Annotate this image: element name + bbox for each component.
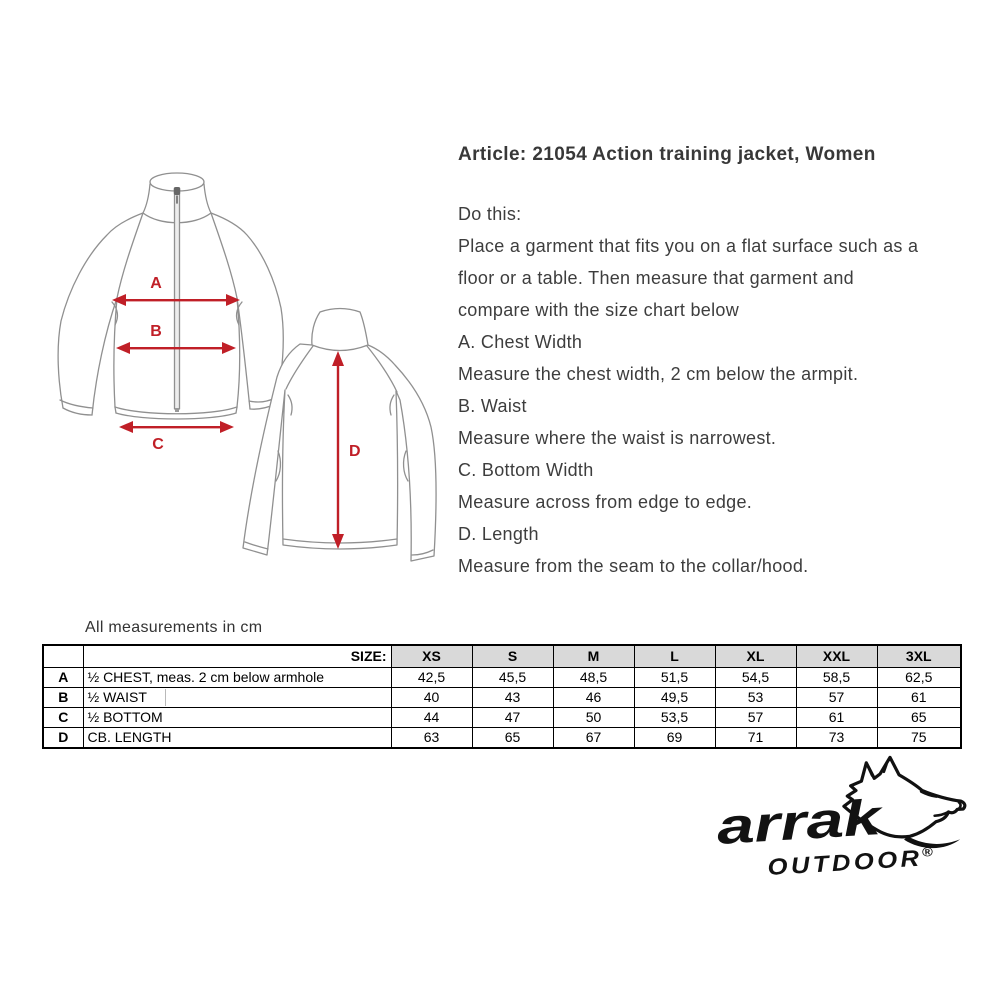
measurement-value: 53,5 (634, 708, 715, 728)
measurement-value: 57 (796, 688, 877, 708)
measure-item-description: Measure from the seam to the collar/hood. (458, 556, 809, 576)
cell-divider (165, 689, 166, 706)
row-letter: C (43, 708, 83, 728)
measurement-value: 40 (391, 688, 472, 708)
row-label: CB. LENGTH (83, 728, 391, 749)
measurement-value: 51,5 (634, 668, 715, 688)
table-row (43, 668, 961, 688)
measurement-value: 49,5 (634, 688, 715, 708)
measurement-value: 67 (553, 728, 634, 749)
measurement-value: 48,5 (553, 668, 634, 688)
sub-brand-wordmark: OUTDOOR® (766, 843, 934, 881)
zipper-slider (174, 187, 180, 195)
instruction-line: Place a garment that fits you on a flat surface such as a (458, 236, 919, 256)
size-column-header: XS (391, 645, 472, 668)
instructions-panel (458, 140, 968, 582)
instructions-intro-label: Do this: (458, 204, 522, 224)
measurement-value: 63 (391, 728, 472, 749)
size-column-header: L (634, 645, 715, 668)
measure-item-label: D. Length (458, 524, 539, 544)
measure-item-label: B. Waist (458, 396, 527, 416)
table-row (43, 708, 961, 728)
measure-item-description: Measure where the waist is narrowest. (458, 428, 777, 448)
instruction-line: compare with the size chart below (458, 300, 740, 320)
measurement-value: 58,5 (796, 668, 877, 688)
measure-item-description: Measure across from edge to edge. (458, 492, 753, 512)
row-label: ½ WAIST (83, 688, 391, 708)
corner-cell (43, 645, 83, 668)
measurement-value: 44 (391, 708, 472, 728)
measure-item-description: Measure the chest width, 2 cm below the armpit. (458, 364, 859, 384)
measure-label-c: C (152, 436, 164, 453)
row-letter: B (43, 688, 83, 708)
measurement-value: 46 (553, 688, 634, 708)
size-column-header: 3XL (877, 645, 961, 668)
brand-wordmark: arrak (715, 789, 883, 856)
measurement-value: 47 (472, 708, 553, 728)
measure-item-label: C. Bottom Width (458, 460, 594, 480)
measurement-value: 61 (877, 688, 961, 708)
registered-trademark-icon: ® (921, 843, 934, 860)
instruction-line: floor or a table. Then measure that garment and (458, 268, 854, 288)
table-row (43, 688, 961, 708)
table-caption: All measurements in cm (85, 619, 263, 636)
measurement-value: 73 (796, 728, 877, 749)
size-column-header: M (553, 645, 634, 668)
arrak-outdoor-logo (709, 740, 990, 908)
measurement-value: 54,5 (715, 668, 796, 688)
size-table-header-row (43, 645, 961, 668)
measurement-value: 45,5 (472, 668, 553, 688)
size-column-header: S (472, 645, 553, 668)
row-letter: A (43, 668, 83, 688)
front-jacket-drawing (58, 173, 283, 419)
article-title: Article: 21054 Action training jacket, Women (458, 144, 876, 165)
measure-label-d: D (349, 443, 361, 460)
size-column-header: XL (715, 645, 796, 668)
measurement-value: 65 (877, 708, 961, 728)
size-column-header: XXL (796, 645, 877, 668)
measurement-value: 65 (472, 728, 553, 749)
measurement-value: 57 (715, 708, 796, 728)
measure-label-b: B (150, 323, 162, 340)
row-label: ½ CHEST, meas. 2 cm below armhole (83, 668, 391, 688)
size-table (42, 644, 962, 749)
measurement-value: 75 (877, 728, 961, 749)
table-row (43, 728, 961, 749)
measure-label-a: A (150, 275, 162, 292)
measurement-value: 62,5 (877, 668, 961, 688)
size-header-label: SIZE: (83, 645, 391, 668)
measurement-value: 43 (472, 688, 553, 708)
row-letter: D (43, 728, 83, 749)
measurement-value: 53 (715, 688, 796, 708)
row-label: ½ BOTTOM (83, 708, 391, 728)
measure-item-label: A. Chest Width (458, 332, 583, 352)
measure-arrow-c (119, 421, 234, 433)
measurement-value: 69 (634, 728, 715, 749)
measurement-value: 50 (553, 708, 634, 728)
measurement-value: 61 (796, 708, 877, 728)
measurement-value: 42,5 (391, 668, 472, 688)
jacket-measurement-diagram (30, 155, 470, 580)
measurement-value: 71 (715, 728, 796, 749)
